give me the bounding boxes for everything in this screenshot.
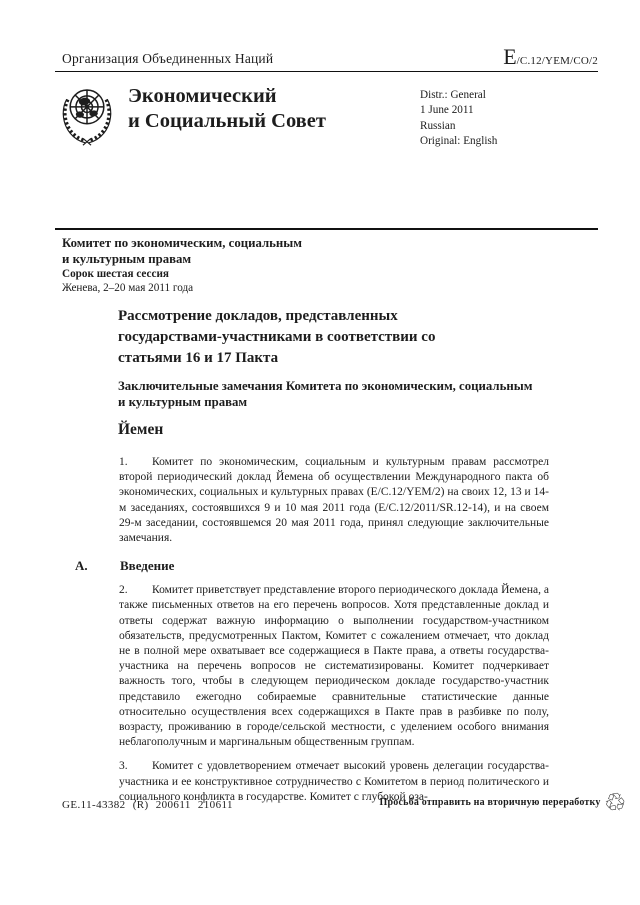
paragraph-3-text: Комитет с удовлетворением отмечает высокий уровень делегации государства-участника и ее конструктивное сотрудничество с Комитетом в период политического и социального конфликта в государстве. Комитет с глубокой оза- (119, 760, 549, 803)
body-text (75, 455, 551, 814)
committee-name-line1: Комитет по экономическим, социальным (62, 236, 303, 250)
paragraph-2-text: Комитет приветствует представление второго периодического доклада Йемена, а также письменных ответов на его перечень вопросов. Хотя представленные доклад и ответы содержат важную информацию о выполнении государством-участником обязательств, предусмотренных Пактом, Комитет с сожалением отмечает, что доклад не в полной мере охватывает все содержащиеся в Пакте права, а ответы государства-участника на перечень вопросов не систематизированы. Комитет подчеркивает важность того, чтобы в следующем периодическом докладе государство-участник представило ежегодно собираемые сравнительные статистические данные относительно осуществления всех содержащихся в Пакте прав в разбивке по полу, возрасту, проживанию в городе/сельской местности, с уделением особого внимания неблагополучным и маргинальным общественным группам. (119, 584, 549, 749)
footer-ge-number: GE.11-43382 (R) 200611 210611 (62, 799, 233, 811)
paragraph-1 (119, 455, 549, 546)
paragraph-1-number: 1. (119, 456, 128, 468)
footer-recycle-block (379, 786, 629, 819)
committee-block (62, 236, 302, 295)
main-title: Рассмотрение докладов, представленных государствами-участниками в соответствии со статьями 16 и 17 Пакта (118, 308, 436, 366)
org-name: Организация Объединенных Наций (62, 51, 274, 66)
council-title-line2: и Социальный Совет (128, 110, 326, 132)
recycle-note: Просьба отправить на вторичную переработку (379, 797, 601, 808)
paragraph-1-text: Комитет по экономическим, социальным и культурным правам рассмотрел второй периодический доклад Йемена об осуществлении Международного пакта об экономических, социальных и культурных правах (E/C.12/YEM/2) на своих 12, 13 и 14-м заседаниях, состоявшихся 9 и 10 мая 2011 года (E/C.12/2011/SR.12-14), и на своем 29-м заседании, состоявшемся 20 мая 2011 года, принял следующие заключительные замечания. (119, 456, 549, 545)
language-line: Russian (420, 119, 456, 132)
paragraph-3-number: 3. (119, 760, 128, 773)
country-heading: Йемен (118, 421, 164, 438)
distr-line: Distr.: General (420, 89, 486, 101)
council-title (128, 84, 326, 134)
masthead-rule (55, 228, 598, 230)
date-line: 1 June 2011 (420, 104, 474, 117)
session-label: Сорок шестая сессия (62, 268, 169, 280)
doc-symbol-rest: /C.12/YEM/CO/2 (516, 55, 598, 67)
distribution-block (420, 88, 497, 150)
venue-label: Женева, 2–20 мая 2011 года (62, 281, 194, 294)
committee-name-line2: и культурным правам (62, 251, 192, 266)
un-emblem-icon (58, 82, 116, 153)
subtitle: Заключительные замечания Комитета по экономическим, социальным и культурным правам (118, 379, 533, 409)
section-a-title: Введение (120, 558, 175, 574)
council-title-line1: Экономический (128, 85, 277, 107)
paragraph-2-number: 2. (119, 584, 128, 597)
doc-symbol-letter: E (503, 44, 517, 69)
recycle-icon: ♲ (601, 786, 629, 819)
header-rule (55, 71, 598, 72)
section-a-letter: A. (75, 558, 88, 574)
original-language-line: Original: English (420, 135, 498, 148)
paragraph-2 (119, 583, 549, 750)
doc-symbol (503, 44, 598, 70)
section-a-heading (75, 558, 551, 574)
